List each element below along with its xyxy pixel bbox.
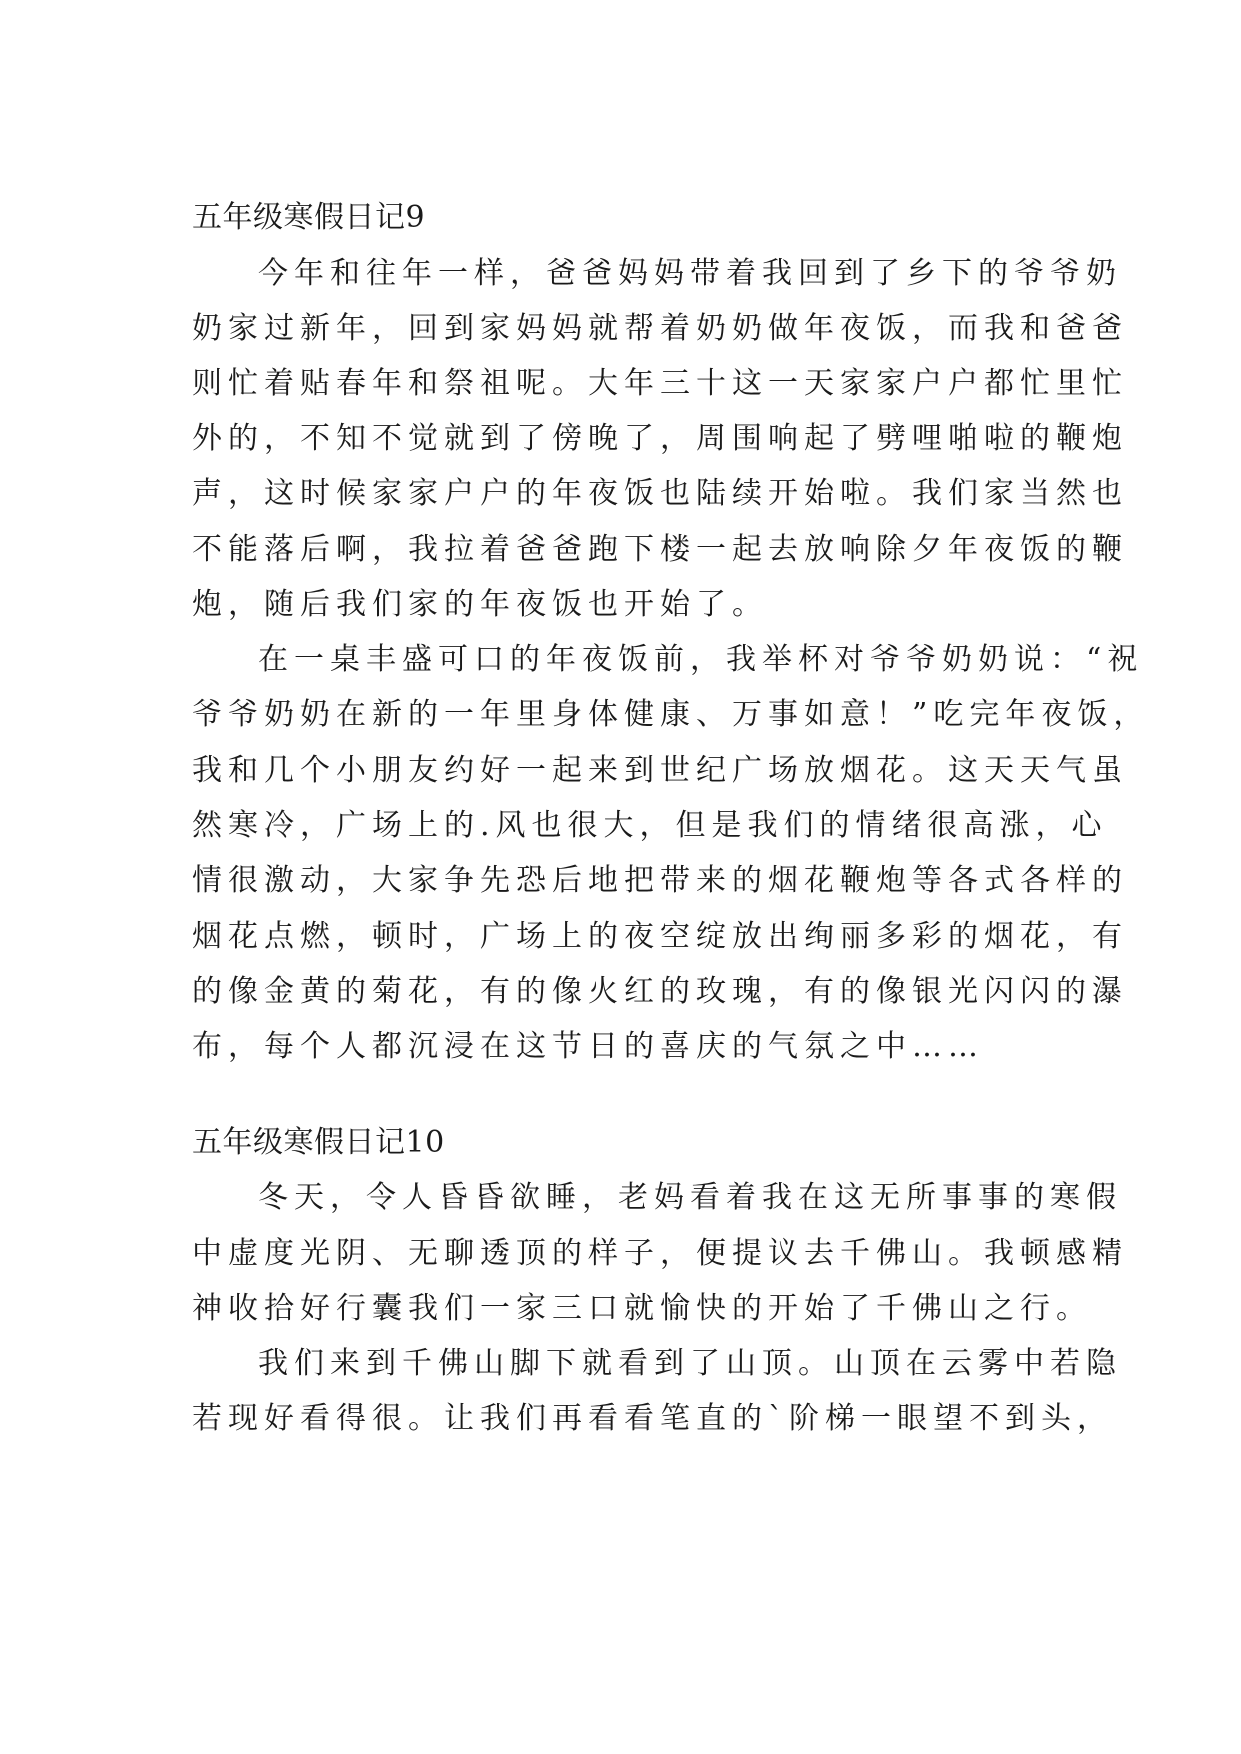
- paragraph-line: 则忙着贴春年和祭祖呢。大年三十这一天家家户户都忙里忙: [192, 366, 1128, 401]
- paragraph-line: 奶家过新年，回到家妈妈就帮着奶奶做年夜饭，而我和爸爸: [192, 311, 1128, 346]
- paragraph-line: 然寒冷，广场上的.风也很大，但是我们的情绪很高涨，心: [192, 808, 1108, 843]
- paragraph-line: 在一桌丰盛可口的年夜饭前，我举杯对爷爷奶奶说：“祝: [258, 642, 1144, 677]
- paragraph-line: 中虚度光阴、无聊透顶的样子，便提议去千佛山。我顿感精: [192, 1236, 1128, 1271]
- paragraph-line: 我和几个小朋友约好一起来到世纪广场放烟花。这天天气虽: [192, 753, 1128, 788]
- paragraph-line: 炮，随后我们家的年夜饭也开始了。: [192, 587, 768, 622]
- paragraph-line: 若现好看得很。让我们再看看笔直的`阶梯一眼望不到头，: [192, 1401, 1113, 1436]
- diary-title-10: 五年级寒假日记10: [192, 1125, 445, 1160]
- paragraph-line: 今年和往年一样，爸爸妈妈带着我回到了乡下的爷爷奶: [258, 256, 1122, 291]
- paragraph-line: 外的，不知不觉就到了傍晚了，周围响起了劈哩啪啦的鞭炮: [192, 421, 1128, 456]
- diary-title-9: 五年级寒假日记9: [192, 200, 426, 235]
- paragraph-line: 烟花点燃，顿时，广场上的夜空绽放出绚丽多彩的烟花，有: [192, 919, 1128, 954]
- paragraph-line: 的像金黄的菊花，有的像火红的玫瑰，有的像银光闪闪的瀑: [192, 974, 1128, 1009]
- paragraph-line: 布，每个人都沉浸在这节日的喜庆的气氛之中……: [192, 1029, 984, 1064]
- paragraph-line: 冬天，令人昏昏欲睡，老妈看着我在这无所事事的寒假: [258, 1180, 1122, 1215]
- paragraph-line: 神收拾好行囊我们一家三口就愉快的开始了千佛山之行。: [192, 1291, 1092, 1326]
- paragraph-line: 情很激动，大家争先恐后地把带来的烟花鞭炮等各式各样的: [192, 863, 1128, 898]
- paragraph-line: 不能落后啊，我拉着爸爸跑下楼一起去放响除夕年夜饭的鞭: [192, 532, 1128, 567]
- paragraph-line: 我们来到千佛山脚下就看到了山顶。山顶在云雾中若隐: [258, 1346, 1122, 1381]
- paragraph-line: 声，这时候家家户户的年夜饭也陆续开始啦。我们家当然也: [192, 476, 1128, 511]
- paragraph-line: 爷爷奶奶在新的一年里身体健康、万事如意！”吃完年夜饭，: [192, 697, 1150, 732]
